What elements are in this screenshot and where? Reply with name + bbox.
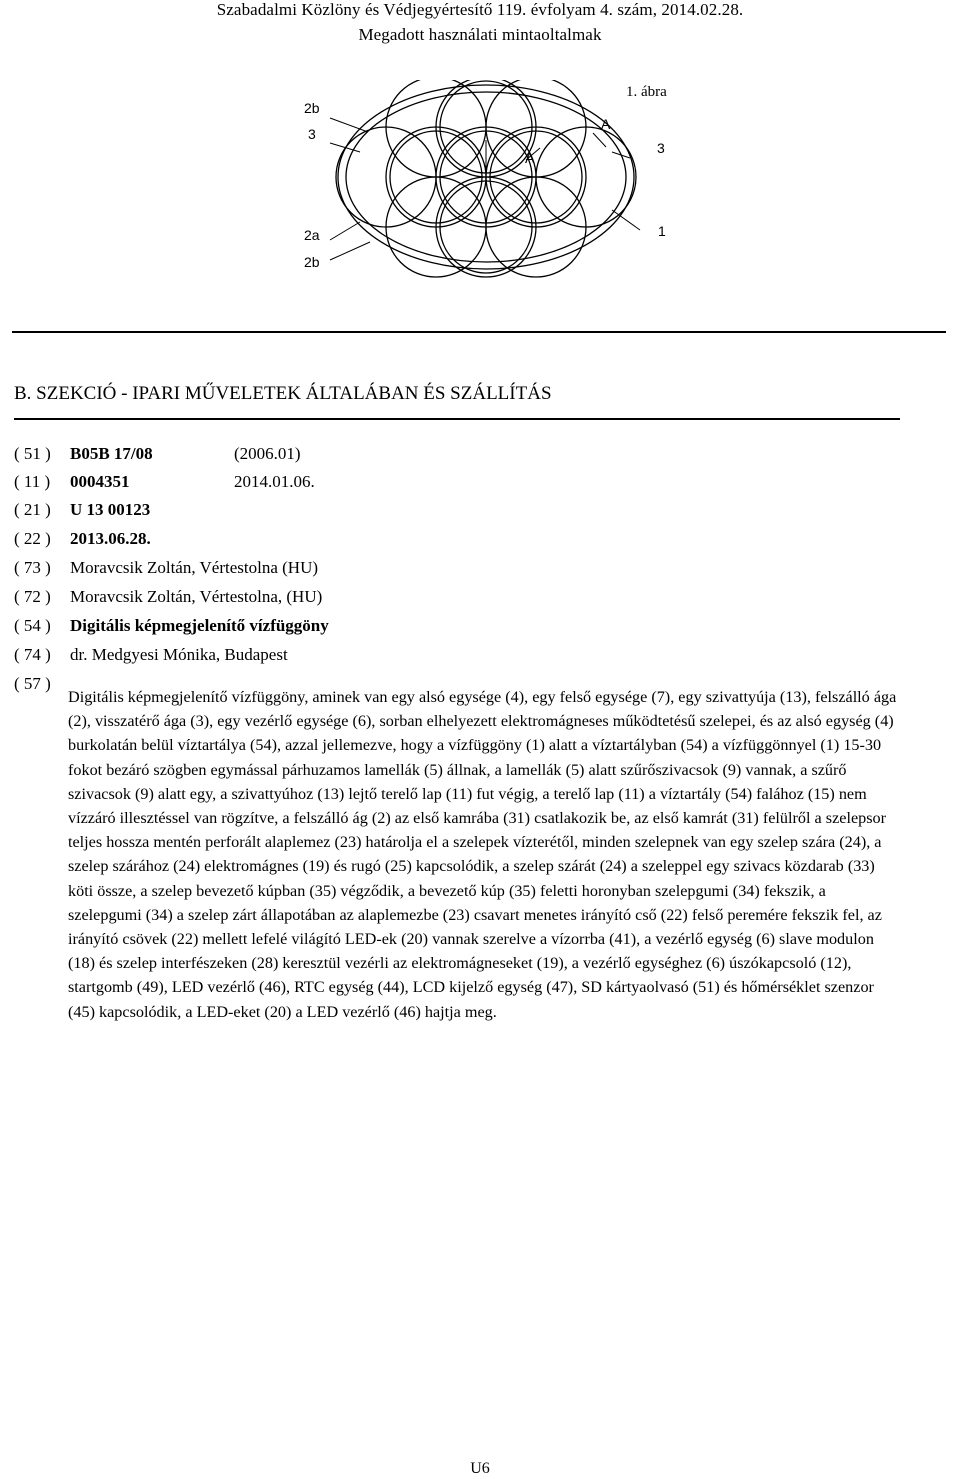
label-a-top: A [601, 116, 611, 132]
holder: Moravcsik Zoltán, Vértestolna (HU) [70, 558, 319, 577]
registration-date: 2014.01.06. [234, 472, 315, 491]
filing-date: 2013.06.28. [70, 529, 151, 548]
field-code: ( 21 ) [14, 500, 51, 519]
figure-drawing [290, 80, 690, 280]
title: Digitális képmegjelenítő vízfüggöny [70, 616, 329, 635]
field-code: ( 57 ) [14, 674, 51, 693]
ipc-version: (2006.01) [234, 444, 301, 463]
field-code: ( 72 ) [14, 587, 51, 606]
abstract-text: Digitális képmegjelenítő vízfüggöny, aminek van egy alsó egysége (4), egy felső egysége (7), egy szivattyúja (13), felszálló ága (2), visszatérő ága (3), egy vezérlő egysége (6), sorban elhelyezett elektromágneses működtetésű szelepei, és az alsó egység (4) burkolatán belül víztartálya (54), azzal jellemezve, hogy a vízfüggöny (1) alatt a víztartályban (54) a vízfüggönnyel (1) 15-30 fokot bezáró szögben egymással párhuzamos lamellák (5) állnak, a lamellák (5) alatt szűrőszivacsok (9) vannak, a szűrő szivacsok (9) alatt egy, a szivattyúhoz (13) lejtő terelő lap (11) fut végig, a terelő lap (11) a víztartály (54) falához (15) nem vízzáró illesztéssel van rögzítve, a felszálló ág (2) az első kamrába (31) csatlakozik be, az első kamrát (31) felülről a szelepsor teljes hossza mentén perforált alaplemez (23) határolja el a szelepek vízterétől, minden szelepnek van egy szelep szára (24), a szelep szárához (24) elektromágnes (19) és rugó (25) kapcsolódik, a szelep szárát (24) a szeleppel egy szivacs közdarab (33) köti össze, a szelep bevezető kúpban (35) végződik, a bevezető kúp (35) feletti horonyban szelepgumi (34) fekszik, a szelepgumi (34) a szelep zárt állapotában az alaplemezbe (23) csavart menetes irányító cső (22) felső peremére fekszik fel, az irányító csövek (22) mellett lefelé világító LED-ek (20) vannak szerelve a vízorrba (41), a vezérlő egység (6) slave modulon (18) és szelep interfészeken (28) keresztül vezérli az elektromágneseket (19), a vezérlő egységhez (6) úszókapcsoló (12), startgomb (49), LED vezérlő (46), RTC egység (44), LCD kijelző egység (47), SD kártyaolvasó (51) és hőmérséklet szenzor (45) kapcsolódik, a LED-eket (20) a LED vezérlő (46) hajtja meg. [68, 688, 897, 1021]
ipc-class: B05B 17/08 [70, 444, 153, 463]
label-3-left: 3 [308, 126, 316, 142]
field-73 [14, 556, 318, 580]
journal-subheader: Megadott használati mintaoltalmak [358, 25, 602, 44]
label-3-right: 3 [657, 140, 665, 156]
section-title: B. SZEKCIÓ - IPARI MŰVELETEK ÁLTALÁBAN ÉS SZÁLLÍTÁS [14, 383, 552, 404]
field-code: ( 73 ) [14, 558, 51, 577]
field-code: ( 51 ) [14, 444, 51, 463]
rosette-drawing [290, 80, 690, 280]
registration-number: 0004351 [70, 472, 130, 491]
field-11 [14, 470, 315, 494]
journal-header: Szabadalmi Közlöny és Védjegyértesítő 119. évfolyam 4. szám, 2014.02.28. [216, 0, 744, 19]
application-number: U 13 00123 [70, 500, 151, 519]
representative: dr. Medgyesi Mónika, Budapest [70, 645, 288, 664]
field-code: ( 22 ) [14, 529, 51, 548]
section-underline [14, 418, 900, 420]
field-code: ( 54 ) [14, 616, 51, 635]
label-a-center: A [525, 150, 535, 166]
field-code: ( 74 ) [14, 645, 51, 664]
label-1: 1 [658, 223, 666, 239]
field-54 [14, 614, 329, 638]
field-74 [14, 643, 288, 667]
inventor: Moravcsik Zoltán, Vértestolna, (HU) [70, 587, 323, 606]
field-21 [14, 498, 150, 522]
label-2b-top: 2b [304, 100, 320, 116]
label-2a: 2a [304, 227, 320, 243]
page-number: U6 [470, 1460, 490, 1477]
field-57 [14, 672, 70, 696]
field-22 [14, 527, 151, 551]
field-72 [14, 585, 322, 609]
field-51 [14, 442, 301, 466]
section-divider [12, 331, 946, 333]
field-code: ( 11 ) [14, 472, 51, 491]
caption-label: 1. ábra [626, 84, 667, 100]
label-2b-bottom: 2b [304, 254, 320, 270]
